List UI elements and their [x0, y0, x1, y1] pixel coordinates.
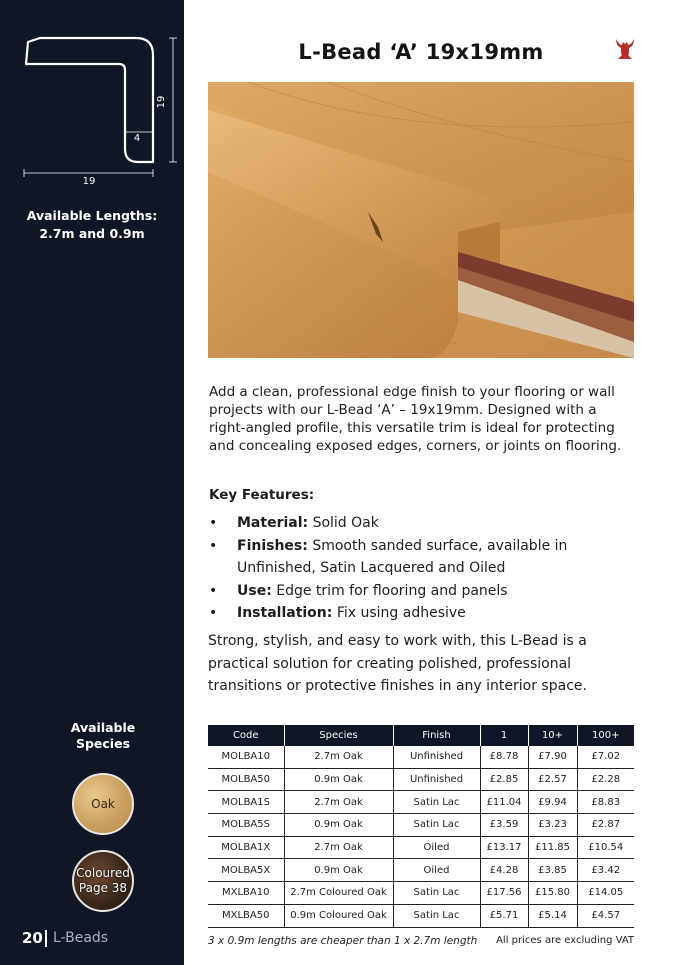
table-row: [208, 904, 634, 927]
profile-thickness-label: 4: [133, 133, 141, 144]
cell-species: 2.7m Oak: [284, 746, 393, 768]
cell-price-10: £3.23: [528, 814, 577, 837]
header-qty-1: 1: [480, 725, 528, 746]
cell-price-10: £7.90: [528, 746, 577, 768]
cell-species: 0.9m Coloured Oak: [284, 904, 393, 927]
l-bead-profile-diagram: [18, 30, 178, 190]
cell-price-10: £5.14: [528, 904, 577, 927]
cell-price-10: £3.85: [528, 859, 577, 882]
swatch-label-oak: Oak: [91, 796, 115, 811]
table-row: [208, 836, 634, 859]
product-summary: Strong, stylish, and easy to work with, this L-Bead is a practical solution for creating polished, professional transitions or protective finishes in any interior space.: [208, 633, 587, 694]
cell-price-1: £11.04: [480, 791, 528, 814]
price-table-header: [208, 725, 634, 746]
feature-item: [209, 512, 629, 535]
cell-price-1: £2.85: [480, 768, 528, 791]
species-swatch-oak: [72, 773, 134, 835]
cell-finish: Satin Lac: [393, 791, 480, 814]
product-title: L-Bead ‘A’ 19x19mm: [298, 40, 544, 64]
cell-species: 2.7m Coloured Oak: [284, 882, 393, 905]
feature-item: [209, 602, 629, 625]
cell-species: 0.9m Oak: [284, 768, 393, 791]
cell-price-1: £8.78: [480, 746, 528, 768]
cell-code: MOLBA1X: [208, 836, 284, 859]
cell-species: 2.7m Oak: [284, 791, 393, 814]
cell-code: MOLBA10: [208, 746, 284, 768]
cell-price-100: £8.83: [577, 791, 634, 814]
feature-label: Material:: [237, 515, 309, 531]
cell-price-10: £2.57: [528, 768, 577, 791]
species-title: [0, 720, 206, 752]
feature-text: Smooth sanded surface, available in Unfinished, Satin Lacquered and Oiled: [237, 537, 568, 576]
cell-price-1: £5.71: [480, 904, 528, 927]
lengths-title: Available Lengths:: [26, 208, 158, 223]
sidebar: [0, 0, 184, 965]
header-code: Code: [208, 725, 284, 746]
cell-price-10: £11.85: [528, 836, 577, 859]
feature-label: Finishes:: [237, 537, 308, 554]
cell-price-1: £4.28: [480, 859, 528, 882]
price-table: [208, 725, 634, 928]
table-row: [208, 814, 634, 837]
cell-code: MOLBA1S: [208, 791, 284, 814]
page-separator: [45, 930, 47, 947]
species-title-line1: Available: [70, 720, 136, 735]
table-row: [208, 746, 634, 768]
price-footnote: 3 x 0.9m lengths are cheaper than 1 x 2.7m length: [208, 935, 478, 947]
page-number: 20: [22, 929, 43, 947]
cell-species: 0.9m Oak: [284, 814, 393, 837]
cell-finish: Unfinished: [393, 768, 480, 791]
swatch-label-coloured: Coloured: [76, 866, 130, 880]
cell-price-100: £4.57: [577, 904, 634, 927]
feature-text: Fix using adhesive: [336, 605, 466, 621]
cell-code: MOLBA5X: [208, 859, 284, 882]
bull-head-icon: [614, 37, 636, 61]
cell-finish: Satin Lac: [393, 882, 480, 905]
species-title-line2: Species: [75, 736, 131, 751]
cell-finish: Unfinished: [393, 746, 480, 768]
cell-price-100: £10.54: [577, 836, 634, 859]
header-qty-100: 100+: [577, 725, 634, 746]
cell-code: MOLBA50: [208, 768, 284, 791]
cell-price-100: £7.02: [577, 746, 634, 768]
lengths-value: 2.7m and 0.9m: [39, 226, 145, 241]
available-lengths: [0, 207, 184, 243]
feature-item: [209, 580, 629, 603]
cell-finish: Satin Lac: [393, 904, 480, 927]
price-table-body: [208, 746, 634, 927]
cell-code: MXLBA10: [208, 882, 284, 905]
header-species: Species: [284, 725, 393, 746]
table-row: [208, 791, 634, 814]
feature-text: Solid Oak: [312, 515, 379, 531]
swatch-label-page: Page 38: [78, 881, 128, 895]
cell-finish: Oiled: [393, 836, 480, 859]
feature-item: [209, 535, 629, 580]
profile-height-label: 19: [156, 95, 167, 109]
header-qty-10: 10+: [528, 725, 577, 746]
features-list: [209, 512, 629, 625]
cell-price-100: £3.42: [577, 859, 634, 882]
cell-price-10: £9.94: [528, 791, 577, 814]
table-row: [208, 859, 634, 882]
cell-finish: Oiled: [393, 859, 480, 882]
feature-label: Use:: [237, 582, 272, 599]
profile-width-label: 19: [82, 176, 96, 187]
species-swatch-coloured[interactable]: [72, 850, 134, 912]
table-row: [208, 768, 634, 791]
cell-price-100: £14.05: [577, 882, 634, 905]
cell-price-1: £17.56: [480, 882, 528, 905]
cell-code: MXLBA50: [208, 904, 284, 927]
product-description: Add a clean, professional edge finish to your flooring or wall projects with our L-Bead ‘A’ – 19x19mm. Designed with a right-angled profile, this versatile trim is ideal for protecting and concealing exposed edges, corners, or joints on flooring.: [209, 384, 622, 454]
cell-species: 2.7m Oak: [284, 836, 393, 859]
feature-text: Edge trim for flooring and panels: [276, 582, 508, 599]
cell-price-10: £15.80: [528, 882, 577, 905]
product-photo: [208, 82, 634, 358]
key-features-title: Key Features:: [209, 487, 315, 503]
cell-price-1: £13.17: [480, 836, 528, 859]
table-row: [208, 882, 634, 905]
feature-label: Installation:: [237, 605, 333, 621]
cell-price-100: £2.28: [577, 768, 634, 791]
cell-finish: Satin Lac: [393, 814, 480, 837]
header-finish: Finish: [393, 725, 480, 746]
section-name: L-Beads: [53, 930, 109, 946]
cell-species: 0.9m Oak: [284, 859, 393, 882]
cell-price-1: £3.59: [480, 814, 528, 837]
vat-note: All prices are excluding VAT: [496, 935, 634, 946]
cell-price-100: £2.87: [577, 814, 634, 837]
cell-code: MOLBA5S: [208, 814, 284, 837]
